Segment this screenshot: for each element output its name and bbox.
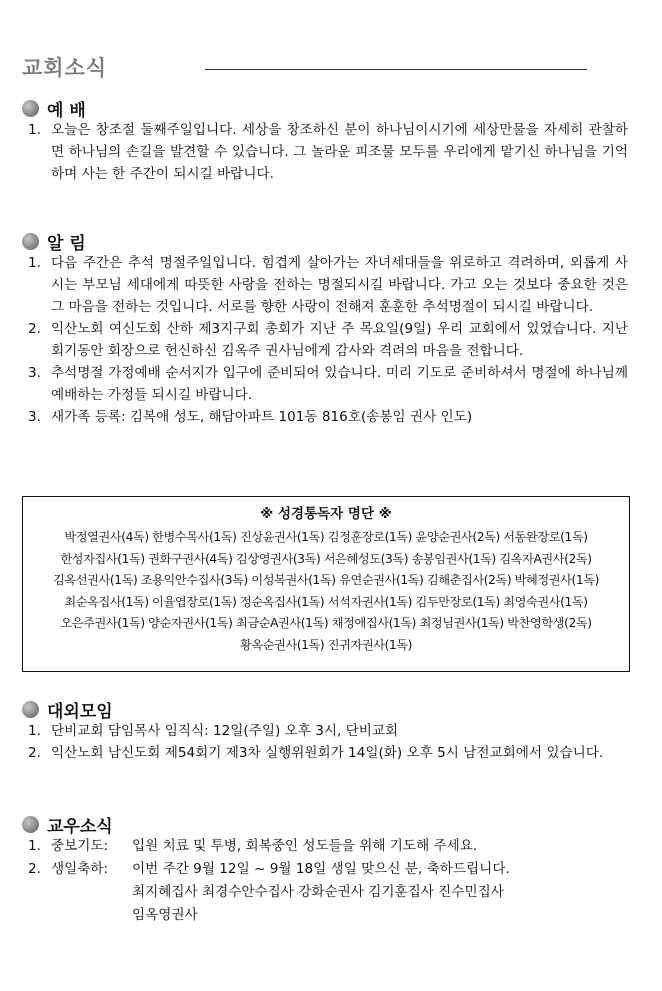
birthday-names: 임옥영권사 <box>132 907 198 923</box>
members-news-list <box>28 835 628 927</box>
item-number: 2. <box>28 861 41 877</box>
item-text: 익산노회 남신도회 제54회기 제3차 실행위원회가 14일(화) 오후 5시 남전교회에서 있습니다. <box>51 745 604 761</box>
list-item <box>28 858 628 881</box>
item-text: 익산노회 여신도회 산하 제3지구회 총회가 지난 주 목요일(9일) 우리 교회에서 있었습니다. 지난 회기동안 회장으로 헌신하신 김옥주 권사님에게 감사와 격려의 마음을 전합니다. <box>51 321 628 359</box>
item-number: 1. <box>28 838 41 854</box>
roster-line: 오은주권사(1독) 양순자권사(1독) 최금순A권사(1독) 채정애집사(1독) 최정님권사(1독) 박찬영학생(2독) <box>60 616 592 630</box>
bullet-circle-icon <box>22 701 39 718</box>
worship-list <box>28 119 628 185</box>
external-list <box>28 720 628 764</box>
page-title: 교회소식 <box>22 56 108 80</box>
item-text: 새가족 등록: 김복애 성도, 해담아파트 101동 816호(송봉임 권사 인도) <box>51 409 473 425</box>
header-divider <box>205 69 587 70</box>
section-external-heading <box>22 697 113 722</box>
item-text: 추석명절 가정예배 순서지가 입구에 준비되어 있습니다. 미리 기도로 준비하셔서 명절에 하나님께 예배하는 가정들 되시길 바랍니다. <box>51 365 628 403</box>
item-number: 1. <box>28 122 41 138</box>
item-text: 단비교회 담임목사 임직식: 12일(주일) 오후 3시, 단비교회 <box>51 723 399 739</box>
section-notices-heading <box>22 229 86 254</box>
item-number: 3. <box>28 409 41 425</box>
item-text: 다음 주간은 추석 명절주일입니다. 힘겹게 살아가는 자녀세대들을 위로하고 격려하며, 외롭게 사시는 부모님 세대에게 따뜻한 사랑을 전하는 명절되시길 바랍니다. 가고 오는 것보다 중요한 것은 그 마음을 전하는 것입니다. 서로를 향한 사랑이 전해져 훈훈한 추석명절이 되시길 바랍니다. <box>51 255 628 315</box>
roster-line: 황옥순권사(1독) 진귀자권사(1독) <box>239 637 413 652</box>
item-label: 생일축하: <box>51 861 109 877</box>
list-item <box>28 318 628 362</box>
list-item <box>28 362 628 406</box>
section-title: 예 배 <box>47 101 86 121</box>
roster-line: 박정열권사(4독) 한병수목사(1독) 진상윤권사(1독) 김정훈장로(1독) 윤양순권사(2독) 서동완장로(1독) <box>64 530 588 544</box>
roster-line: 김옥선권사(1독) 조용익안수집사(3독) 이성복권사(1독) 유연순권사(1독) 김해춘집사(2독) 박혜정권사(1독) <box>53 573 599 587</box>
list-item <box>28 252 628 318</box>
list-item <box>28 742 628 764</box>
item-text: 오늘은 창조절 둘째주일입니다. 세상을 창조하신 분이 하나님이시기에 세상만물을 자세히 관찰하면 하나님의 손길을 발견할 수 있습니다. 그 놀라운 피조물 모두를 우리에게 맡기신 하나님을 기억하며 사는 한 주간이 되시길 바랍니다. <box>51 122 628 182</box>
item-number: 3. <box>28 365 41 381</box>
birthday-names: 최지혜집사 최경수안수집사 강화순권사 김기훈집사 진수민집사 <box>132 884 504 900</box>
bullet-circle-icon <box>22 100 39 117</box>
list-item <box>28 406 628 428</box>
bullet-circle-icon <box>22 816 39 833</box>
roster-line: 최순옥집사(1독) 이율엽장로(1독) 정순옥집사(1독) 서석자권사(1독) 김두만장로(1독) 최영숙권사(1독) <box>64 594 588 609</box>
item-text: 입원 치료 및 투병, 회복중인 성도들을 위해 기도해 주세요. <box>132 838 478 854</box>
page-header <box>22 52 592 82</box>
list-item <box>28 835 628 858</box>
notices-list <box>28 252 628 428</box>
section-title: 알 림 <box>47 234 86 254</box>
roster-line: 한성자집사(1독) 권화구권사(4독) 김상영권사(3독) 서은혜성도(3독) 송봉임권사(1독) 김옥자A권사(2독) <box>60 551 592 566</box>
item-number: 2. <box>28 321 41 337</box>
item-label: 중보기도: <box>51 838 109 854</box>
item-number: 2. <box>28 745 41 761</box>
roster-title: ※ 성경통독자 명단 ※ <box>260 506 392 522</box>
list-item <box>28 119 628 185</box>
section-worship-heading <box>22 96 86 121</box>
item-text: 이번 주간 9월 12일 ~ 9월 18일 생일 맞으신 분, 축하드립니다. <box>132 861 510 877</box>
section-title: 대외모임 <box>47 702 113 722</box>
section-members-heading <box>22 812 113 837</box>
bible-reading-roster-box <box>22 496 630 672</box>
list-item <box>28 720 628 742</box>
bullet-circle-icon <box>22 233 39 250</box>
item-number: 1. <box>28 723 41 739</box>
item-number: 1. <box>28 255 41 271</box>
section-title: 교우소식 <box>47 817 113 837</box>
